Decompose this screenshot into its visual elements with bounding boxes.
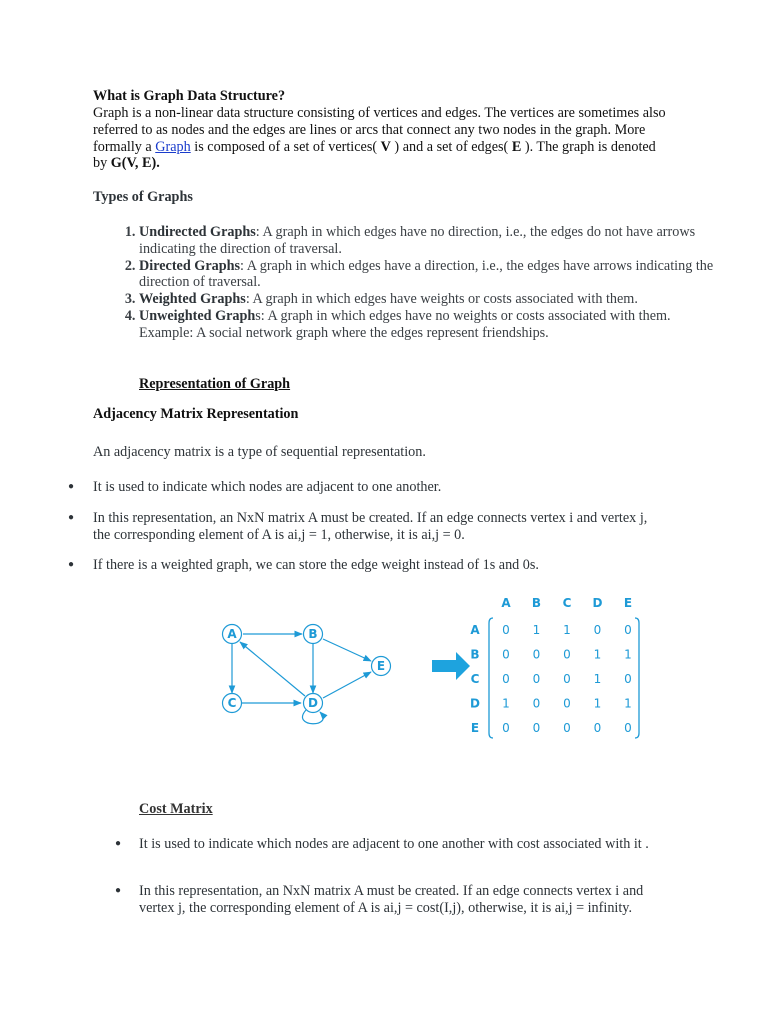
- matrix-cell: 0: [532, 696, 541, 711]
- matrix-cell: 1: [624, 647, 632, 662]
- matrix-cell: 0: [502, 647, 510, 662]
- list-item: ● It is used to indicate which nodes are adjacent to one another.: [68, 479, 442, 495]
- graph-figure: [210, 592, 650, 762]
- representation-heading: Representation of Graph: [139, 376, 291, 392]
- node-label-d: D: [308, 696, 318, 710]
- list-item: 3. Weighted Graphs: A graph in which edges have weights or costs associated with them.: [139, 291, 719, 308]
- matrix-cell: 1: [563, 623, 571, 637]
- types-heading: Types of Graphs: [93, 189, 193, 205]
- cost-heading: Cost Matrix: [139, 801, 213, 817]
- matrix-cell: 0: [624, 721, 632, 735]
- matrix-cell: 0: [593, 623, 602, 637]
- node-label-a: A: [227, 627, 237, 641]
- matrix-row-header: E: [470, 721, 480, 735]
- matrix-col-header: D: [592, 596, 603, 610]
- matrix-cell: 0: [563, 672, 571, 686]
- page-title: What is Graph Data Structure?: [93, 88, 286, 104]
- edge-b-e: [323, 639, 371, 661]
- list-item: ● In this representation, an NxN matrix A must be created. If an edge connects vertex i and vertex j, the corresponding element of A is ai,j = 1, otherwise, it is ai,j = 0.: [68, 510, 648, 543]
- matrix-cell: 0: [532, 647, 541, 662]
- matrix-cell: 1: [532, 623, 541, 637]
- list-item: ● If there is a weighted graph, we can store the edge weight instead of 1s and 0s.: [68, 557, 539, 573]
- matrix-row-header: D: [470, 696, 480, 711]
- matrix-cell: 0: [593, 721, 602, 735]
- matrix-cell: 0: [502, 721, 510, 735]
- node-label-b: B: [308, 627, 318, 641]
- adjacency-heading: Adjacency Matrix Representation: [93, 406, 299, 422]
- matrix-cell: 1: [502, 696, 510, 711]
- edge-d-e: [323, 672, 371, 698]
- matrix-cell: 1: [593, 647, 602, 662]
- matrix-cell: 0: [563, 696, 571, 711]
- node-label-c: C: [227, 696, 237, 710]
- list-item: 2. Directed Graphs: A graph in which edges have a direction, i.e., the edges have arrows indicating the direction of traversal.: [139, 258, 719, 292]
- bullet-icon: ●: [115, 885, 122, 896]
- list-item: 4. Unweighted Graphs: A graph in which edges have no weights or costs associated with them. Example: A social network graph where the edges represent friendships.: [139, 308, 719, 342]
- matrix-cell: 1: [624, 696, 632, 711]
- graph-link[interactable]: Graph: [155, 138, 191, 155]
- list-item: ● In this representation, an NxN matrix A must be created. If an edge connects vertex i and vertex j, the corresponding element of A is ai,j = cost(I,j), otherwise, it is ai,j = infinity.: [115, 883, 644, 916]
- matrix-cell: 0: [563, 647, 571, 662]
- bullet-icon: ●: [68, 559, 75, 570]
- matrix-row-header: B: [470, 647, 480, 662]
- bullet-icon: ●: [68, 481, 75, 492]
- bullet-icon: ●: [68, 512, 75, 523]
- matrix-cell: 0: [532, 672, 541, 686]
- matrix-cell: 0: [624, 623, 632, 637]
- adjacency-intro: An adjacency matrix is a type of sequential representation.: [93, 444, 426, 460]
- matrix-row-header: A: [470, 623, 480, 637]
- matrix-col-header: C: [562, 596, 572, 610]
- transform-arrow-icon: [432, 652, 470, 680]
- node-label-e: E: [376, 659, 386, 673]
- matrix-col-header: E: [623, 596, 633, 610]
- matrix-left-bracket: [489, 618, 493, 738]
- list-item: 1. Undirected Graphs: A graph in which edges have no direction, i.e., the edges do not have arrows indicating the direction of traversal.: [139, 224, 719, 258]
- matrix-cell: 1: [593, 696, 602, 711]
- matrix-col-header: B: [531, 596, 542, 610]
- matrix-cell: 0: [532, 721, 541, 735]
- graph-types-list: [93, 224, 719, 342]
- matrix-col-header: A: [501, 596, 511, 610]
- list-item: ● It is used to indicate which nodes are adjacent to one another with cost associated with it .: [115, 836, 649, 852]
- matrix-cell: 0: [624, 672, 632, 686]
- intro-paragraph: Graph is a non-linear data structure consisting of vertices and edges. The vertices are sometimes also referred to as nodes and the edges are lines or arcs that connect any two nodes in the graph. More formally a Graph is composed of a set of vertices( V ) and a set of edges( E ). The graph is denoted by G(V, E).: [93, 105, 666, 172]
- matrix-row-header: C: [470, 672, 480, 686]
- bullet-icon: ●: [115, 838, 122, 849]
- matrix-right-bracket: [635, 618, 639, 738]
- matrix-cell: 0: [563, 721, 571, 735]
- edge-d-a: [240, 642, 305, 696]
- matrix-cell: 1: [593, 672, 602, 686]
- matrix-cell: 0: [502, 672, 510, 686]
- matrix-cell: 0: [502, 623, 510, 637]
